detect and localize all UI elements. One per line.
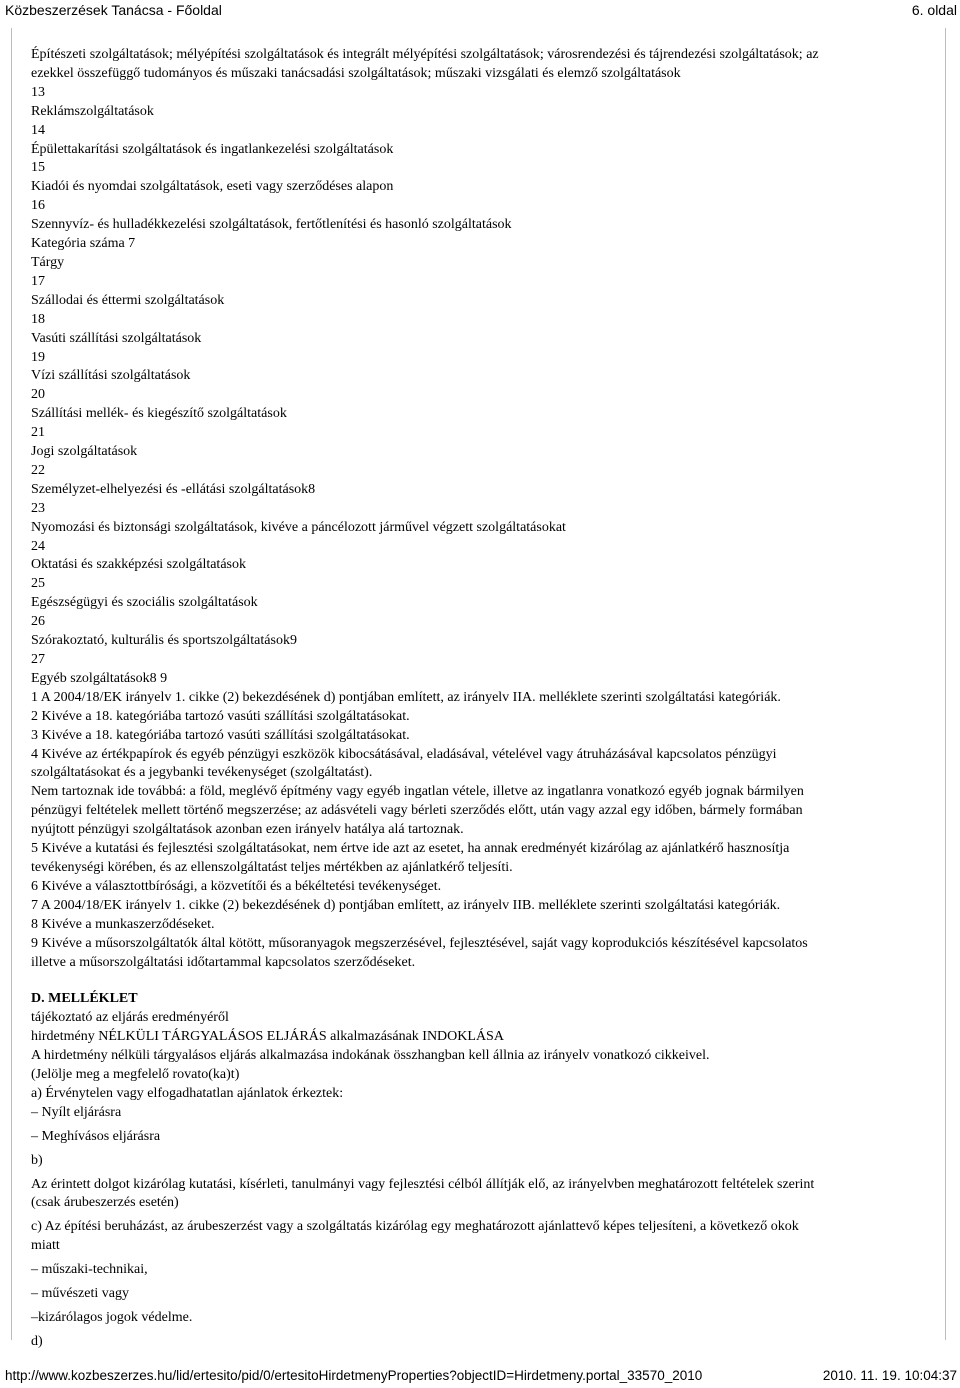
footnote-line: 1 A 2004/18/EK irányelv 1. cikke (2) bekezdésének d) pontjában említett, az irányelv IIA. melléklete szerinti szolgáltatási kategóriák. (31, 689, 781, 705)
text-line: 21 (31, 425, 45, 441)
text-line: 20 (31, 387, 45, 403)
text-line: Kiadói és nyomdai szolgáltatások, eseti vagy szerződéses alapon (31, 179, 394, 195)
footnote-line: 4 Kivéve az értékpapírok és egyéb pénzügyi eszközök kibocsátásával, eladásával, vételével vagy átruházásával kapcsolatos pénzügyi (31, 746, 777, 762)
footnote-line: 2 Kivéve a 18. kategóriába tartozó vasúti szállítási szolgáltatásokat. (31, 708, 410, 724)
text-line: 15 (31, 160, 45, 176)
text-line: Szórakoztató, kulturális és sportszolgáltatások9 (31, 633, 297, 649)
annex-heading: D. MELLÉKLET (31, 991, 138, 1007)
footnote-line: 6 Kivéve a választottbírósági, a közvetítői és a békéltetési tevékenységet. (31, 878, 442, 894)
text-line: Kategória száma 7 (31, 236, 136, 252)
text-line: Vízi szállítási szolgáltatások (31, 368, 191, 384)
option-technical: – műszaki-technikai, (31, 1262, 148, 1278)
annex-line: (Jelölje meg a megfelelő rovato(ka)t) (31, 1067, 240, 1083)
annex-line: tájékoztató az eljárás eredményéről (31, 1010, 229, 1026)
footnote-line: nyújtott pénzügyi szolgáltatások azonban ezen irányelv hatálya alá tartoznak. (31, 822, 464, 838)
header-title: Közbeszerzések Tanácsa - Főoldal (5, 2, 222, 18)
text-line: 16 (31, 198, 45, 214)
option-artistic: – művészeti vagy (31, 1286, 129, 1302)
annex-line: (csak árubeszerzés esetén) (31, 1195, 179, 1211)
footnote-line: szolgáltatásokat és a jegybanki tevékenységet (szolgáltatást). (31, 765, 373, 781)
text-line: Jogi szolgáltatások (31, 444, 138, 460)
option-open-procedure: – Nyílt eljárásra (31, 1104, 122, 1120)
footer-url: http://www.kozbeszerzes.hu/lid/ertesito/pid/0/ertesitoHirdetmenyProperties?objectID=Hirdetmeny.portal_33570_2010 (5, 1368, 703, 1383)
footnote-line: pénzügyi feltételek mellett történő megszerzése; az adásvételi vagy bérleti szerződés előtt, után vagy azzal egy időben, bármely formában (31, 803, 803, 819)
annex-line: Az érintett dolgot kizárólag kutatási, kísérleti, tanulmányi vagy fejlesztési célból állítják elő, az irányelvben meghatározott feltételek szerint (31, 1176, 815, 1192)
footnote-line: Nem tartoznak ide továbbá: a föld, meglévő építmény vagy egyéb ingatlan vétele, illetve az ingatlanra vonatkozó egyéb jognak bármilyen (31, 784, 804, 800)
text-line: Egészségügyi és szociális szolgáltatások (31, 595, 258, 611)
text-line: Személyzet-elhelyezési és -ellátási szolgáltatások8 (31, 481, 316, 497)
text-line: 24 (31, 538, 45, 554)
right-border-line (945, 28, 946, 1340)
text-line: 17 (31, 273, 45, 289)
header-page-number: 6. oldal (911, 2, 957, 18)
footnote-line: illetve a műsorszolgáltatási időtartammal kapcsolatos szerződéseket. (31, 954, 416, 970)
text-line: Egyéb szolgáltatások8 9 (31, 670, 168, 686)
text-line: 26 (31, 614, 45, 630)
annex-line: b) (31, 1152, 43, 1168)
text-line: 23 (31, 500, 45, 516)
text-line: Reklámszolgáltatások (31, 103, 154, 119)
footnote-line: 9 Kivéve a műsorszolgáltatók által kötött, műsoranyagok megszerzésével, fejlesztésével, saját vagy koprodukciós készítésével kapcsolatos (31, 935, 808, 951)
text-line: Nyomozási és biztonsági szolgáltatások, kivéve a páncélozott járművel végzett szolgáltatásokat (31, 519, 566, 535)
text-line: 25 (31, 576, 45, 592)
annex-line: a) Érvénytelen vagy elfogadhatatlan ajánlatok érkeztek: (31, 1085, 344, 1101)
text-line: Vasúti szállítási szolgáltatások (31, 330, 202, 346)
text-line: Szállítási mellék- és kiegészítő szolgáltatások (31, 406, 287, 422)
annex-line: hirdetmény NÉLKÜLI TÁRGYALÁSOS ELJÁRÁS alkalmazásának INDOKLÁSA (31, 1029, 504, 1045)
text-line: Épülettakarítási szolgáltatások és ingatlankezelési szolgáltatások (31, 141, 394, 157)
footnote-line: 5 Kivéve a kutatási és fejlesztési szolgáltatásokat, nem értve ide azt az esetet, ha annak eredményét kizárólag az ajánlatkérő hasznosítja (31, 841, 790, 857)
footnote-line: 3 Kivéve a 18. kategóriába tartozó vasúti szállítási szolgáltatásokat. (31, 727, 410, 743)
text-line: 18 (31, 311, 45, 327)
option-restricted-procedure: – Meghívásos eljárásra (31, 1128, 161, 1144)
text-line: 13 (31, 84, 45, 100)
annex-line: miatt (31, 1238, 60, 1254)
text-line: Szennyvíz- és hulladékkezelési szolgáltatások, fertőtlenítési és hasonló szolgáltatások (31, 217, 512, 233)
page-header (5, 2, 957, 22)
text-line: Szállodai és éttermi szolgáltatások (31, 292, 225, 308)
annex-line: d) (31, 1333, 43, 1349)
annex-line: A hirdetmény nélküli tárgyalásos eljárás alkalmazása indokának összhangban kell állnia az irányelv vonatkozó cikkeivel. (31, 1048, 710, 1064)
text-line: ezekkel összefüggő tudományos és műszaki tanácsadási szolgáltatások; műszaki vizsgálati és elemző szolgáltatások (31, 65, 681, 81)
text-line: 27 (31, 652, 45, 667)
option-exclusive-rights: –kizárólagos jogok védelme. (31, 1310, 193, 1325)
footnote-line: 8 Kivéve a munkaszerződéseket. (31, 916, 215, 932)
text-line: 19 (31, 349, 45, 365)
footnote-line: tevékenységi körében, és az ellenszolgáltatást teljes mértékben az ajánlatkérő teljesíti. (31, 859, 513, 875)
footer-datetime: 2010. 11. 19. 10:04:37 (822, 1368, 957, 1383)
text-line: Oktatási és szakképzési szolgáltatások (31, 557, 246, 573)
footnote-line: 7 A 2004/18/EK irányelv 1. cikke (2) bekezdésének d) pontjában említett, az irányelv IIB. melléklete szerinti szolgáltatási kategóriák. (31, 897, 781, 913)
text-line: Építészeti szolgáltatások; mélyépítési szolgáltatások és integrált mélyépítési szolgáltatások; városrendezési és tájrendezési szolgáltatások; az (31, 47, 819, 62)
left-border-line (11, 28, 12, 1340)
text-line: 22 (31, 462, 45, 478)
document-body (31, 46, 936, 1352)
text-line: Tárgy (31, 254, 65, 270)
page-footer (5, 1368, 957, 1386)
text-line: 14 (31, 122, 45, 138)
annex-line: c) Az építési beruházást, az árubeszerzést vagy a szolgáltatás kizárólag egy meghatározott ajánlattevő képes teljesíteni, a következő okok (31, 1219, 799, 1235)
